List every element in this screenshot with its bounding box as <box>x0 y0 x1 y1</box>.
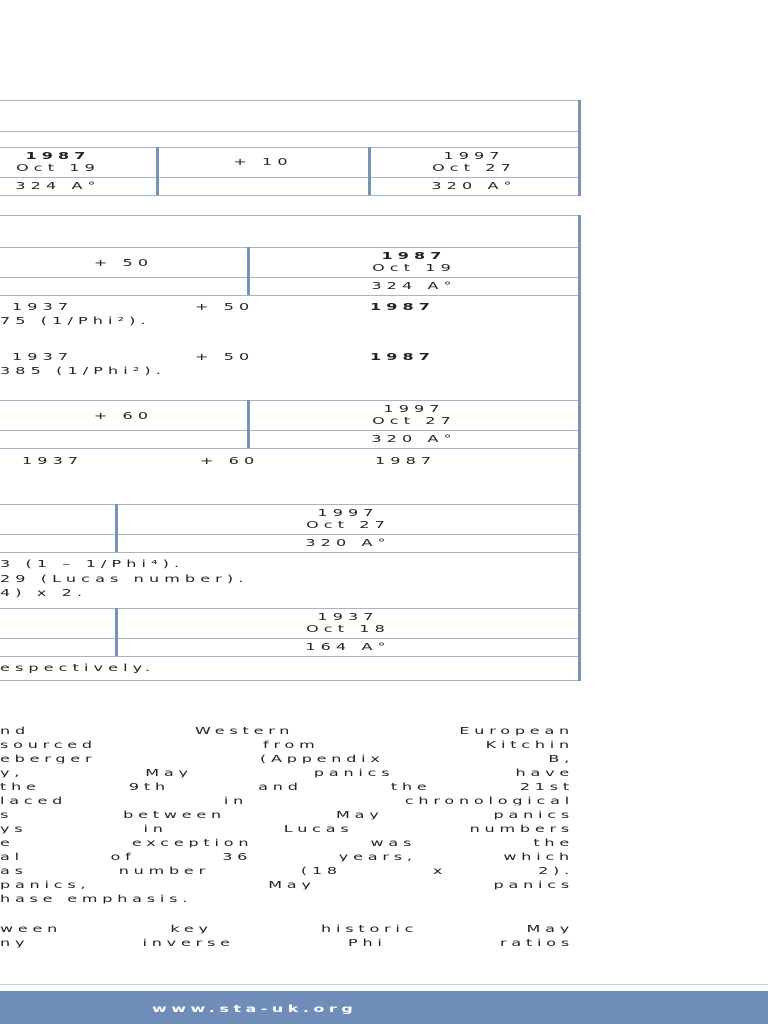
table2-interval-50: + 50 <box>93 256 154 269</box>
body-paragraph-1 <box>0 724 574 906</box>
paragraph-line: ny inverse Phi ratios <box>0 938 574 948</box>
paragraph-line: eberger (Appendix B, <box>0 754 574 764</box>
body-paragraph-2 <box>0 922 574 950</box>
table2-note-1-line2: 75 (1/Phi²). <box>0 314 151 327</box>
table2-note-1-year: 1987 <box>370 300 436 313</box>
table1-date-oct19: Oct 19 <box>16 161 100 174</box>
table2-g4-year-1937: 1937 <box>317 610 379 623</box>
footer-bar <box>0 991 768 1024</box>
table2-year-1997: 1997 <box>383 402 445 415</box>
paragraph-line: panics, May panics <box>0 880 574 890</box>
table2-note-3-c: 1987 <box>375 454 437 467</box>
paragraph-line: nd Western European <box>0 726 574 736</box>
table1-angle-320: 320 A° <box>431 179 517 192</box>
table2-angle-324: 324 A° <box>371 279 457 292</box>
table2-note-3-a: 1937 <box>22 454 84 467</box>
table2-note-2-year: 1987 <box>370 350 436 363</box>
paragraph-line: laced in chronological <box>0 796 574 806</box>
table2-note-4-line2: 29 (Lucas number). <box>0 572 249 585</box>
table2-note-5: espectively. <box>0 661 156 674</box>
table2-g3-year-1997: 1997 <box>317 506 379 519</box>
table1-year-1997: 1997 <box>443 149 505 162</box>
table2-date-oct19: Oct 19 <box>372 261 456 274</box>
footer-rule <box>0 984 768 985</box>
table2-angle-320: 320 A° <box>371 432 457 445</box>
table2-note-3-b: + 60 <box>200 454 260 467</box>
table2-note-1-line1: 1937 <box>12 300 74 313</box>
table2-note-4-line3: 4) x 2. <box>0 586 88 599</box>
table2-year-1987: 1987 <box>381 249 447 262</box>
paragraph-line: as number (18 x 2). <box>0 866 574 876</box>
table2-g3-date-oct27: Oct 27 <box>306 518 390 531</box>
table2-note-2-line1: 1937 <box>12 350 74 363</box>
paragraph-line: ween key historic May <box>0 924 574 934</box>
table1-angle-324: 324 A° <box>15 179 101 192</box>
paragraph-line: e exception was the <box>0 838 574 848</box>
table1-year-1987: 1987 <box>25 149 91 162</box>
table2-note-4-line1: 3 (1 – 1/Phi⁴). <box>0 557 185 570</box>
table1-interval: + 10 <box>233 155 293 168</box>
paragraph-line: the 9th and the 21st <box>0 782 574 792</box>
table2-note-2-line2: 385 (1/Phi²). <box>0 364 166 377</box>
paragraph-line: sourced from Kitchin <box>0 740 574 750</box>
table2-note-1-interval: + 50 <box>195 300 255 313</box>
table2-note-2-interval: + 50 <box>195 350 255 363</box>
table1-date-oct27: Oct 27 <box>432 161 516 174</box>
table2-interval-60: + 60 <box>93 409 154 422</box>
table2-g4-angle-164: 164 A° <box>305 640 391 653</box>
paragraph-line: al of 36 years, which <box>0 852 574 862</box>
paragraph-line-last: hase emphasis. <box>0 894 193 904</box>
table2-g3-angle-320: 320 A° <box>305 536 391 549</box>
paragraph-line: y, May panics have <box>0 768 574 778</box>
table2-g4-date-oct18: Oct 18 <box>306 622 390 635</box>
paragraph-line: s between May panics <box>0 810 574 820</box>
paragraph-line: ys in Lucas numbers <box>0 824 574 834</box>
footer-url[interactable]: www.sta-uk.org <box>152 1002 358 1015</box>
table2-date-oct27: Oct 27 <box>372 414 456 427</box>
